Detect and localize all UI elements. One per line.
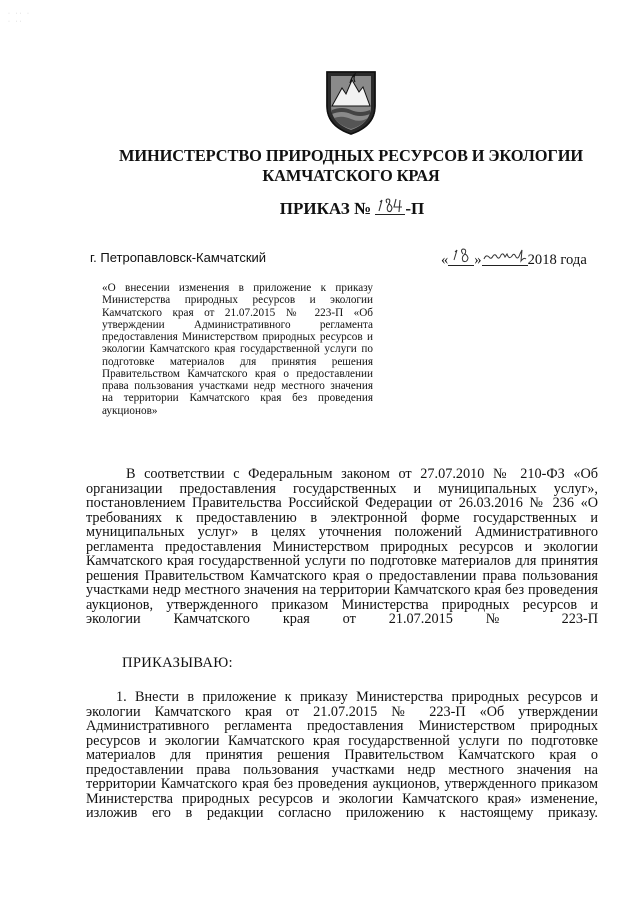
date-year: 2018 года [527,252,587,268]
kamchatka-coat-of-arms-icon [322,66,380,136]
order-title-label: ПРИКАЗ № [279,199,372,218]
order-date [441,249,596,269]
order-number-handwritten [375,199,405,217]
order-number-suffix: -П [405,199,425,218]
date-month-handwritten [482,249,528,266]
order-item-1: 1. Внести в приложение к приказу Министерства природных ресурсов и экологии Камчатского края от 21.07.2015 № 223-П «Об утверждении Административного регламента предоставления Министерством природных ресурсов и экологии Камчатского края государственной услуги по подготовке материалов для принятия решения Правительством Камчатского края о предоставлении права пользования участками недр местного значения на территории Камчатского края без проведения аукционов, утвержденного приказом Министерства природных ресурсов и экологии Камчатского края» изменение, изложив его в редакции согласно приложению к настоящему приказу. [86,689,598,822]
order-subject: «О внесении изменения в приложение к приказу Министерства природных ресурсов и экологии Камчатского края от 21.07.2015 № 223-П «Об утверждении Административного регламента предоставления Министерством природных ресурсов и экологии Камчатского края государственной услуги по подготовке материалов для принятия решения Правительством Камчатского края о предоставлении права пользования участками недр местного значения на территории Камчатского края без проведения аукционов» [102,282,373,417]
date-close-quote: » [474,252,482,268]
scan-noise: · ·· · · ·· [8,11,31,25]
preamble-paragraph: В соответствии с Федеральным законом от 27.07.2010 № 210-ФЗ «Об организации предоставления государственных и муниципальных услуг», постановлением Правительства Российской Федерации от 26.03.2016 № 236 «О требованиях к предоставлению в электронной форме государственных и муниципальных услуг» в целях уточнения положений Административного регламента предоставления Министерством природных ресурсов и экологии Камчатского края государственной услуги по подготовке материалов для принятия решения Правительством Камчатского края о предоставлении права пользования участками недр местного значения на территории Камчатского края без проведения аукционов, утвержденного приказом Министерства природных ресурсов и экологии Камчатского края от 21.07.2015 № 223-П [86,466,598,628]
ministry-name-line2: КАМЧАТСКОГО КРАЯ [262,166,440,185]
order-title [62,199,640,219]
city: г. Петропавловск-Камчатский [90,250,267,265]
ministry-name [60,146,640,186]
date-open-quote: « [441,252,449,268]
date-day-handwritten [448,249,474,266]
order-directive-word: ПРИКАЗЫВАЮ: [122,655,233,671]
ministry-name-line1: МИНИСТЕРСТВО ПРИРОДНЫХ РЕСУРСОВ И ЭКОЛОГИИ [118,146,584,165]
